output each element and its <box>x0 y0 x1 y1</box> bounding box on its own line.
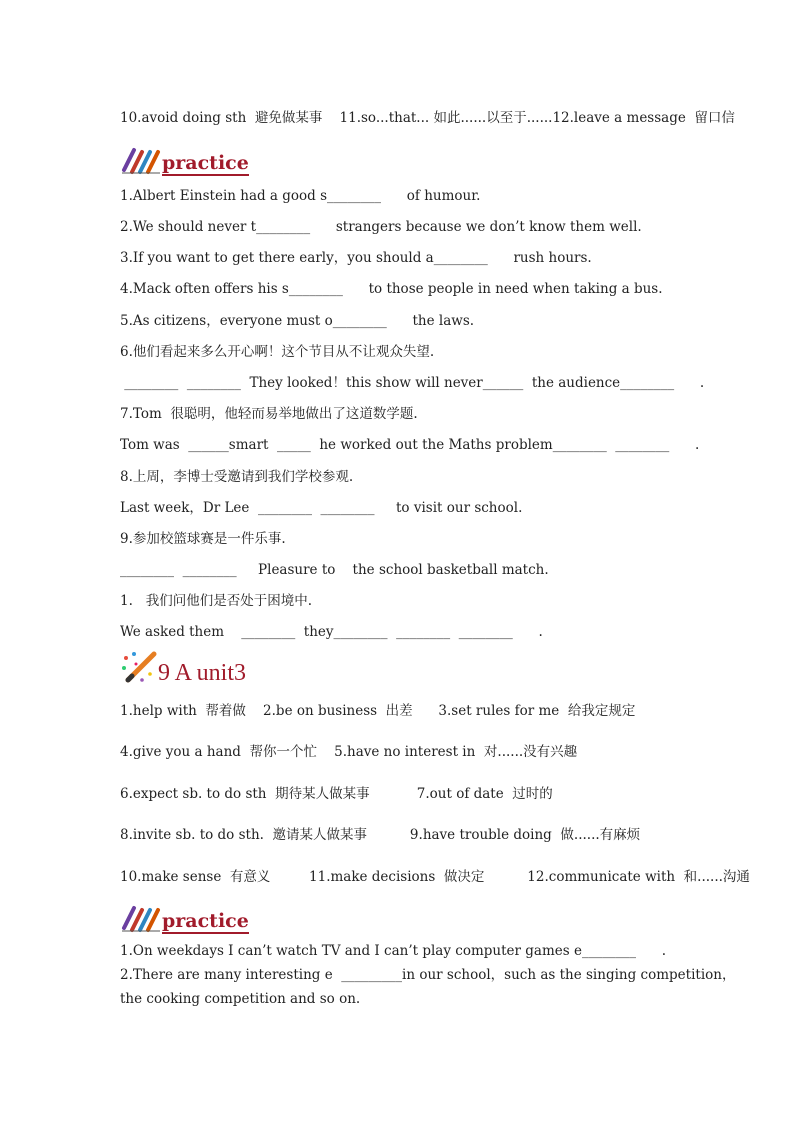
practice-item-3: 3.If you want to get there early，you should a________ rush hours. <box>120 250 592 266</box>
unit-heading-text: 9 A unit3 <box>158 660 247 686</box>
vocab-line-4-5: 4.give you a hand 帮你一个忙 5.have no interest in 对......没有兴趣 <box>120 744 578 760</box>
pencil-sparkle-icon <box>120 650 160 686</box>
practice-item-10-answer: We asked them ________ they________ ________ ________ . <box>120 624 543 640</box>
vocab-line-6-7: 6.expect sb. to do sth 期待某人做某事 7.out of date 过时的 <box>120 786 553 802</box>
vocab-line-10-12b: 10.make sense 有意义 11.make decisions 做决定 12.communicate with 和......沟通 <box>120 869 750 885</box>
practice-item-10-prompt: 1. 我们问他们是否处于困境中. <box>120 593 313 609</box>
practice-heading-text: practice <box>162 152 249 174</box>
practice-item-9-answer: ________ ________ Pleasure to the school basketball match. <box>120 562 549 578</box>
practice-item-6-answer: ________ ________ They looked！this show will never______ the audience________ . <box>120 375 705 391</box>
practice-heading <box>120 144 320 178</box>
practice-item-9-prompt: 9.参加校篮球赛是一件乐事. <box>120 531 286 547</box>
pencils-icon <box>120 144 162 176</box>
practice-item-7-prompt: 7.Tom 很聪明，他轻而易举地做出了这道数学题. <box>120 406 418 422</box>
practice-item-8-answer: Last week，Dr Lee ________ ________ to visit our school. <box>120 500 523 516</box>
practice-heading-2-text: practice <box>162 910 249 932</box>
vocab-line-10-12: 10.avoid doing sth 避免做某事 11.so...that... 如此......以至于......12.leave a message 留口信 <box>120 110 735 126</box>
practice-item-8-prompt: 8.上周，李博士受邀请到我们学校参观. <box>120 469 354 485</box>
practice-item-5: 5.As citizens，everyone must o________ the laws. <box>120 313 475 329</box>
practice-item-6-prompt: 6.他们看起来多么开心啊！这个节目从不让观众失望. <box>120 344 435 360</box>
pencils-icon <box>120 902 162 934</box>
practice-item-7-answer: Tom was ______smart _____ he worked out the Maths problem________ ________ . <box>120 437 700 453</box>
unit-heading <box>120 650 320 690</box>
vocab-line-1-3: 1.help with 帮着做 2.be on business 出差 3.set rules for me 给我定规定 <box>120 703 636 719</box>
practice-item-2: 2.We should never t________ strangers because we don’t know them well. <box>120 219 642 235</box>
vocab-line-8-9: 8.invite sb. to do sth. 邀请某人做某事 9.have trouble doing 做......有麻烦 <box>120 827 641 843</box>
practice2-item-2-cont: the cooking competition and so on. <box>120 991 361 1007</box>
practice-heading-2 <box>120 902 320 936</box>
practice-item-4: 4.Mack often offers his s________ to those people in need when taking a bus. <box>120 281 663 297</box>
practice2-item-1: 1.On weekdays I can’t watch TV and I can’t play computer games e________ . <box>120 943 666 959</box>
practice-item-1: 1.Albert Einstein had a good s________ of humour. <box>120 188 481 204</box>
practice2-item-2: 2.There are many interesting e _________in our school，such as the singing competition， <box>120 967 736 983</box>
